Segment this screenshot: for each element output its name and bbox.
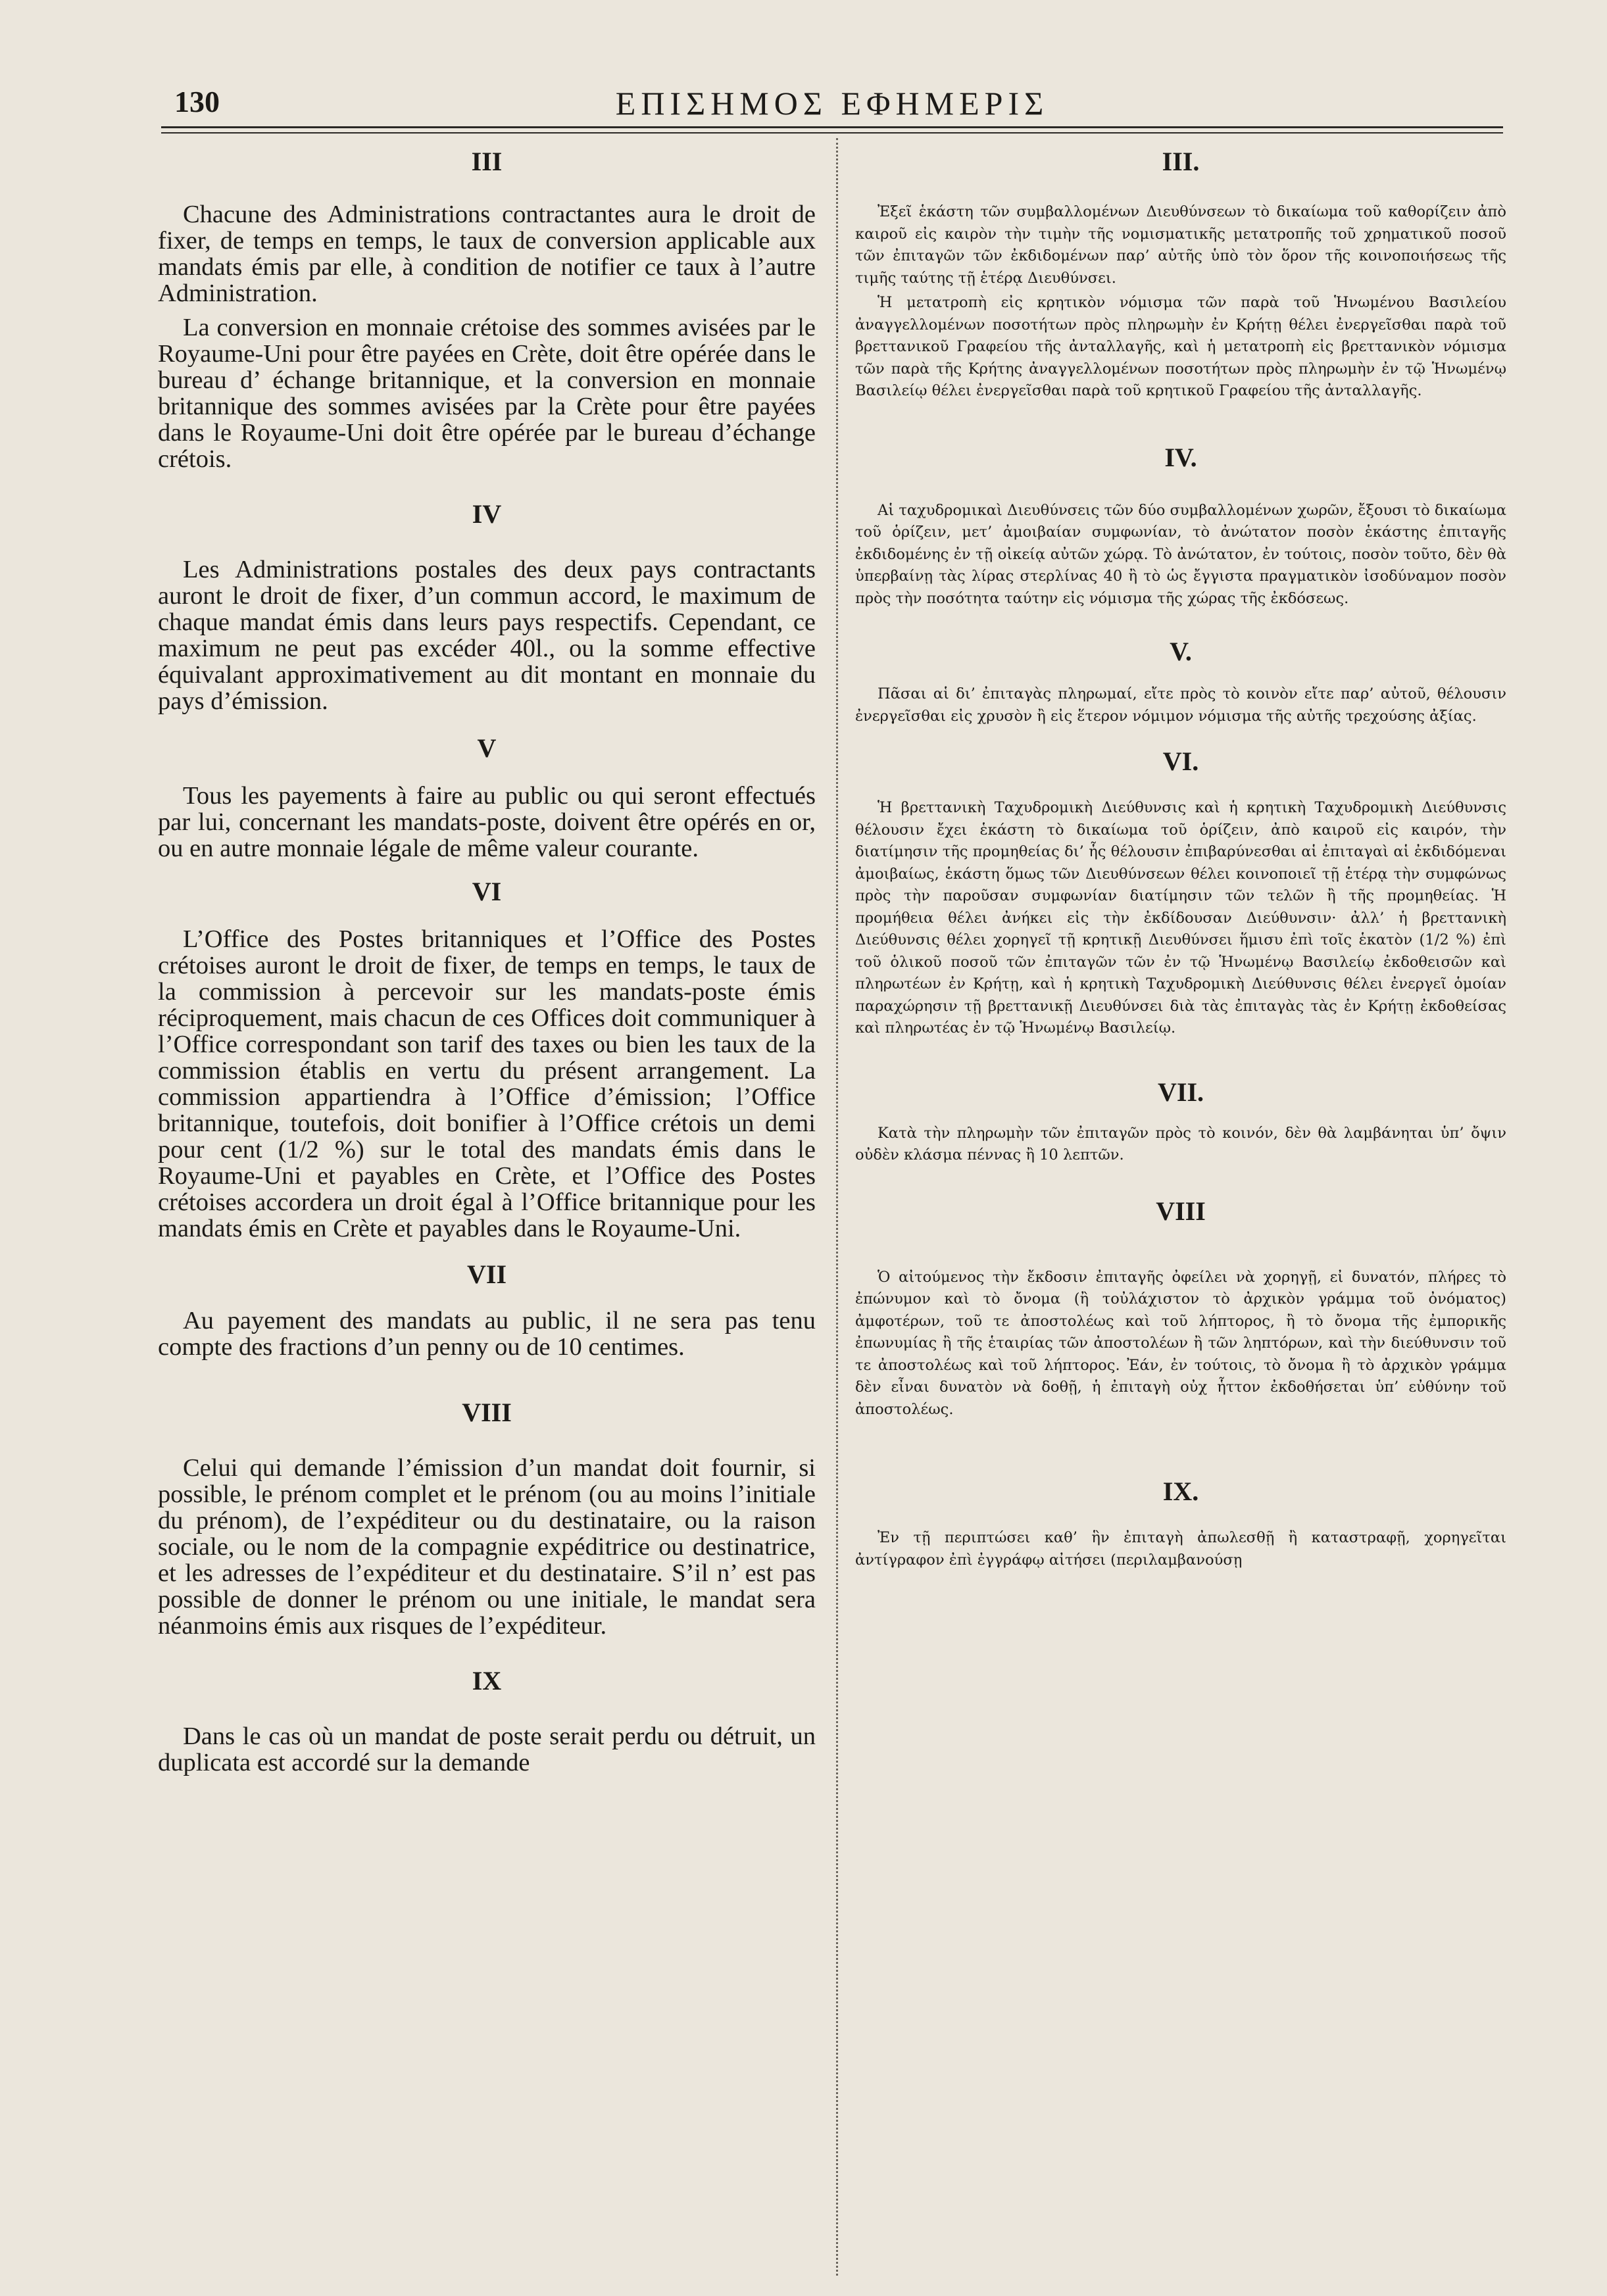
paragraph-gr-vi-1: Ἡ βρεττανικὴ Ταχυδρομικὴ Διεύθυνσις καὶ ἡ κρητικὴ Ταχυδρομικὴ Διεύθυνσις θέλουσιν ἔχει ἑκάστη τὸ δικαίωμα τοῦ ὁρίζειν, ἀπὸ καιροῦ εἰς καιρόν, τὴν διατίμησιν τῆς προμηθείας δι’ ἧς θέλουσιν ἐπιβαρύνεσθαι αἱ ἐπιταγαὶ αἱ ἐκδιδόμεναι ἀμοιβαίως, ἑκάστη ὅμως τῶν Διευθύνσεων θέλει κοινοποιεῖ τῇ ἑτέρᾳ τὴν συμφώνως πρὸς τὴν παροῦσαν συμφωνίαν διατίμησιν τῶν τελῶν ἢ τῆς προμηθείας. Ἡ προμήθεια θέλει ἀνήκει εἰς τὴν ἐκδίδουσαν Διεύθυνσιν· ἀλλ’ ἡ βρεττανικὴ Διεύθυνσις θέλει χορηγεῖ τῇ κρητικῇ Διευθύνσει ἥμισυ ἐπὶ τοῖς ἑκατὸν (1/2 %) ἐπὶ τοῦ ὁλικοῦ ποσοῦ τῶν ἐπιταγῶν τῶν ἐν τῷ Ἡνωμένῳ Βασιλείῳ ἐκδοθεισῶν καὶ πληρωτέων ἐν Κρήτῃ, καὶ ἡ κρητικὴ Ταχυδρομικὴ Διεύθυνσις θέλει ἐνεργεῖ ὁμοίαν παραχώρησιν τῇ βρεττανικῇ Διευθύνσει διὰ τὰς ἐπιταγὰς τὰς ἐν Κρήτῃ ἐκδοθείσας καὶ πληρωτέας ἐν τῷ Ἡνωμένῳ Βασιλείῳ.: [855, 799, 1506, 1037]
journal-title: ΕΠΙΣΗΜΟΣ ΕΦΗΜΕΡΙΣ: [615, 85, 1049, 122]
column-divider: [836, 138, 838, 2276]
french-column: [158, 146, 816, 1776]
paragraph-fr-ix-1: Dans le cas où un mandat de poste serait perdu ou détruit, un duplicata est accordé sur la demande: [158, 1722, 816, 1776]
paragraph-gr-ix-1: Ἐν τῇ περιπτώσει καθ’ ἣν ἐπιταγὴ ἀπωλεσθῇ ἢ καταστραφῇ, χορηγεῖται ἀντίγραφον ἐπὶ ἐγγράφῳ αἰτήσει (περιλαμβανούσῃ: [855, 1529, 1506, 1569]
section-heading-fr-v: V: [477, 733, 497, 763]
paragraph-gr-iii-1: Ἐξεῖ ἑκάστη τῶν συμβαλλομένων Διευθύνσεων τὸ δικαίωμα τοῦ καθορίζειν ἀπὸ καιροῦ εἰς καιρὸν τὴν τιμὴν τῆς νομισματικῆς μετατροπῆς τοῦ χρηματικοῦ ποσοῦ τῶν ἐπιταγῶν τῶν ἐκδιδομένων παρ’ αὐτῆς ὑπὸ τὸν ὅρον τῆς κοινοποιήσεως τῆς τιμῆς ταύτης τῇ ἑτέρᾳ Διευθύνσει.: [855, 203, 1506, 287]
section-heading-gr-iv: IV.: [1164, 442, 1197, 472]
header-rule: [161, 126, 1503, 134]
section-heading-gr-iii: III.: [1162, 147, 1200, 176]
section-heading-fr-viii: VIII: [462, 1398, 512, 1427]
paragraph-fr-iv-1: Les Administrations postales des deux pays contractants auront le droit de fixer, d’un commun accord, le maximum de chaque mandat émis dans leurs pays respectifs. Cependant, ce maximum ne peut pas excéder 40l., ou la somme effective équivalant approximativement au dit montant en monnaie du pays d’émission.: [158, 556, 816, 715]
paragraph-gr-vii-1: Κατὰ τὴν πληρωμὴν τῶν ἐπιταγῶν πρὸς τὸ κοινόν, δὲν θὰ λαμβάνηται ὑπ’ ὄψιν οὐδὲν κλάσμα πέννας ἢ 10 λεπτῶν.: [855, 1124, 1506, 1163]
paragraph-fr-vii-1: Au payement des mandats au public, il ne sera pas tenu compte des fractions d’un penny ou de 10 centimes.: [158, 1307, 816, 1361]
section-heading-gr-v: V.: [1170, 637, 1192, 666]
section-heading-gr-vi: VI.: [1162, 746, 1199, 776]
section-heading-fr-vi: VI: [472, 877, 502, 906]
paragraph-fr-iii-2: La conversion en monnaie crétoise des sommes avisées par le Royaume-Uni pour être payées en Crète, doit être opérée dans le bureau d’ échange britannique, et la conversion en monnaie britannique des sommes avisées par la Crète pour être payées dans le Royaume-Uni doit être opérée par le bureau d’échange crétois.: [158, 314, 816, 473]
section-heading-fr-vii: VII: [466, 1259, 507, 1289]
section-heading-fr-iv: IV: [472, 499, 502, 529]
section-heading-fr-ix: IX: [472, 1666, 502, 1696]
section-heading-fr-iii: III: [471, 147, 503, 176]
page-number: 130: [174, 85, 220, 118]
paragraph-fr-vi-1: L’Office des Postes britanniques et l’Office des Postes crétoises auront le droit de fixer, de temps en temps, le taux de la commission à percevoir sur les mandats-poste émis réciproquement, mais chacun de ces Offices doit communiquer à l’Office correspondant son tarif des taxes ou bien les taux de la commission établis en vertu du présent arrangement. La commission appartiendra à l’Office d’émission; l’Office britannique, toutefois, doit bonifier à l’Office crétois un demi pour cent (1/2 %) sur le total des mandats émis dans le Royaume-Uni et payables en Crète, et l’Office des Postes crétoises accordera un droit égal à l’Office britannique pour les mandats émis en Crète et payables dans le Royaume-Uni.: [158, 925, 816, 1242]
greek-column: [855, 146, 1506, 1571]
paragraph-fr-viii-1: Celui qui demande l’émission d’un mandat doit fournir, si possible, le prénom complet et le prénom (ou au moins l’initiale du prénom), de l’expéditeur ou du destinataire, ou la raison sociale, ou le nom de la compagnie expéditrice ou destinatrice, et les adresses de l’expéditeur et du destinataire. S’il n’ est pas possible de donner le prénom ou une initiale, le mandat sera néanmoins émis aux risques de l’expéditeur.: [158, 1454, 816, 1640]
paragraph-gr-v-1: Πᾶσαι αἱ δι’ ἐπιταγὰς πληρωμαί, εἴτε πρὸς τὸ κοινὸν εἴτε παρ’ αὐτοῦ, θέλουσιν ἐνεργεῖσθαι εἰς χρυσὸν ἢ εἰς ἕτερον νόμιμον νόμισμα τῆς αὐτῆς τρεχούσης ἀξίας.: [855, 685, 1506, 725]
paragraph-gr-iii-2: Ἡ μετατροπὴ εἰς κρητικὸν νόμισμα τῶν παρὰ τοῦ Ἡνωμένου Βασιλείου ἀναγγελλομένων ποσοτήτων πρὸς πληρωμὴν ἐν Κρήτῃ θέλει ἐνεργεῖσθαι παρὰ τοῦ βρεττανικοῦ Γραφείου τῆς ἀνταλλαγῆς, καὶ ἡ μετατροπὴ εἰς βρεττανικὸν νόμισμα τῶν παρὰ τῆς Κρήτης ἀναγγελλομένων ποσοτήτων πρὸς πληρωμὴν ἐν τῷ Ἡνωμένῳ Βασιλείῳ θέλει ἐνεργεῖσθαι παρὰ τοῦ κρητικοῦ Γραφείου τῆς ἀνταλλαγῆς.: [855, 294, 1506, 399]
paragraph-gr-viii-1: Ὁ αἰτούμενος τὴν ἔκδοσιν ἐπιταγῆς ὀφείλει νὰ χορηγῇ, εἰ δυνατόν, πλήρες τὸ ἐπώνυμον καὶ τὸ ὄνομα (ἢ τοὐλάχιστον τὸ ἀρχικὸν γράμμα τοῦ ὀνόματος) ἀμφοτέρων, τοῦ τε ἀποστολέως καὶ τοῦ λήπτορος, ἢ τὸ ὄνομα τῆς ἐμπορικῆς ἐπωνυμίας ἢ τῆς ἑταιρίας τῶν ἀποστολέων ἢ τῶν ληπτόρων, καὶ τὴν διεύθυνσιν τοῦ τε ἀποστολέως καὶ τοῦ λήπτορος. Ἐάν, ἐν τούτοις, τὸ ὄνομα ἢ τὸ ἀρχικὸν γράμμα δὲν εἶναι δυνατὸν νὰ δοθῇ, ἡ ἐπιταγὴ οὐχ ἧττον ἐκδοθήσεται ὑπ’ εὐθύνην τοῦ ἀποστολέως.: [855, 1268, 1506, 1418]
section-heading-gr-viii: VIII: [1156, 1196, 1206, 1226]
paragraph-gr-iv-1: Αἱ ταχυδρομικαὶ Διευθύνσεις τῶν δύο συμβαλλομένων χωρῶν, ἔξουσι τὸ δικαίωμα τοῦ ὁρίζειν, μετ’ ἀμοιβαίαν συμφωνίαν, τὸ ἀνώτατον ποσὸν ἑκάστης ἐπιταγῆς ἐκδιδομένης ἐν τῇ οἰκείᾳ αὐτῶν χώρᾳ. Τὸ ἀνώτατον, ἐν τούτοις, ποσὸν τοῦτο, δὲν θὰ ὑπερβαίνῃ τὰς λίρας στερλίνας 40 ἢ τὸ ὡς ἔγγιστα πραγματικὸν ἰσοδύναμον ποσὸν πρὸς τὴν ποσότητα ταύτην εἰς νόμισμα τῆς χώρας τῆς ἐκδόσεως.: [855, 501, 1506, 607]
page-header: [161, 78, 1503, 132]
paragraph-fr-iii-1: Chacune des Administrations contractantes aura le droit de fixer, de temps en temps, le taux de conversion applicable aux mandats émis par elle, à condition de notifier ce taux à l’autre Administration.: [158, 201, 816, 307]
section-heading-gr-ix: IX.: [1162, 1477, 1199, 1506]
paragraph-fr-v-1: Tous les payements à faire au public ou qui seront effectués par lui, concernant les mandats-poste, doivent être opérés en or, ou en autre monnaie légale de même valeur courante.: [158, 782, 816, 862]
section-heading-gr-vii: VII.: [1157, 1077, 1204, 1107]
